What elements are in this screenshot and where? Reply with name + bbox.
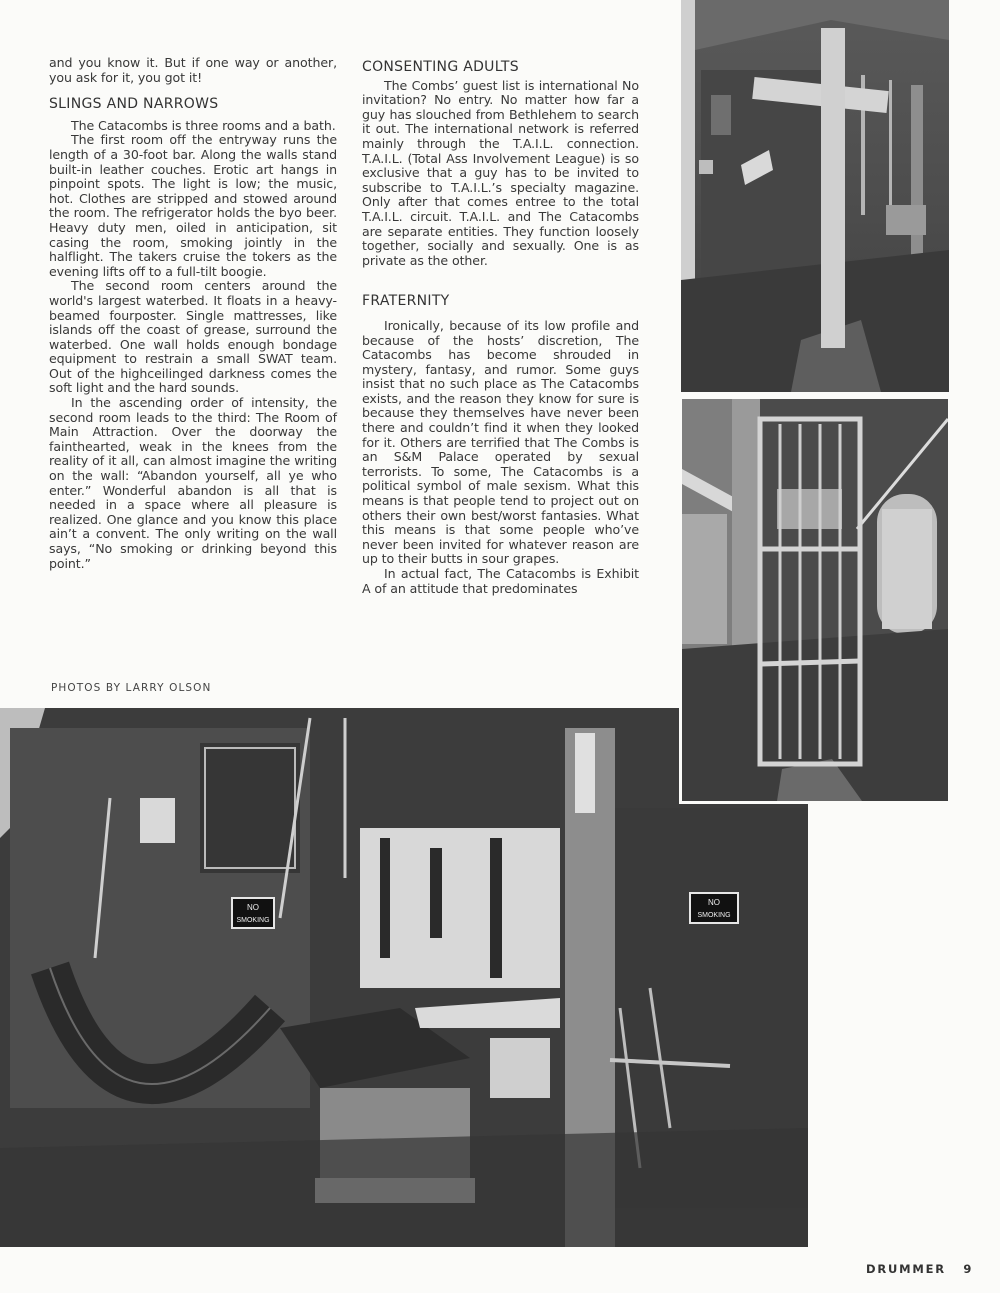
body-paragraph: The Combs’ guest list is international No invitation? No entry. No matter how far a guy has slouched from Bethlehem to search it out. The international network is referred mainly through the T.A.I.L. connection. T.A.I.L. (Total Ass Involvement League) is so exclusive that a guy has to be invited to subscribe to T.A.I.L.’s specialty magazine. Only after that comes entree to the total T.A.I.L. circuit. T.A.I.L. and The Catacombs are separate entities. They function loosely together, socially and sexually. One is as private as the other.: [362, 77, 639, 268]
middle-column: [362, 60, 639, 596]
body-paragraph: In the ascending order of intensity, the second room leads to the third: The Room of Main Attraction. Over the doorway the fainthearted, weak in the knees from the reality of it all, can almost imagine the writing on the wall: “Abandon yourself, all ye who enter.” Wonderful abandon is all that is needed in a space where all pleasure is realized. One glance and you know this place ain’t a convent. The only writing on the wall says, “No smoking or drinking beyond this point.”: [49, 395, 337, 571]
section-heading-slings-and-narrows: SLINGS AND NARROWS: [49, 96, 219, 113]
body-paragraph: In actual fact, The Catacombs is Exhibit A of an attitude that predominates: [362, 566, 639, 596]
photo-cross-illustration: [681, 0, 949, 392]
body-paragraph: Ironically, because of its low profile and because of the hosts’ discretion, The Catacombs has become shrouded in mystery, fantasy, and rumor. Some guys insist that no such place as The Catacombs exists, and the reason they know for sure is because they themselves have never been there and couldn’t find it when they looked for it. Others are terrified that The Combs is an S&M Palace operated by sexual terrorists. To some, The Catacombs is a political symbol of male sexism. What this means is that people tend to project out on others their own best/worst fantasies. What this means is that some people who’ve never been invited for whatever reason are up to their butts in sour grapes.: [362, 317, 639, 567]
body-paragraph: The second room centers around the world's largest waterbed. It floats in a heavy-beamed fourposter. Single mattresses, like islands off the coast of grease, surround the waterbed. One wall holds enough bondage equipment to restrain a small SWAT team. Out of the highceilinged darkness comes the soft light and the hard sounds.: [49, 278, 337, 396]
section-heading-consenting-adults: CONSENTING ADULTS: [362, 59, 519, 75]
no-smoking-sign-right: [690, 893, 738, 923]
left-column: [49, 56, 337, 571]
svg-text:NO: NO: [247, 903, 259, 912]
publication-name: DRUMMER: [866, 1262, 946, 1276]
page-footer: [866, 1262, 973, 1276]
photo-credit: PHOTOS BY LARRY OLSON: [51, 682, 212, 694]
section-heading-fraternity: FRATERNITY: [362, 293, 450, 310]
body-paragraph: The first room off the entryway runs the length of a 30-foot bar. Along the walls stand built-in leather couches. Erotic art hangs in pinpoint spots. The light is low; the music, hot. Clothes are stripped and stowed around the room. The refrigerator holds the byo beer. Heavy duty men, oiled in anticipation, sit casing the room, smoking jointly in the halflight. The takers cruise the tokers as the evening lifts off to a full-tilt boogie.: [49, 132, 337, 279]
svg-text:SMOKING: SMOKING: [236, 917, 270, 924]
svg-text:SMOKING: SMOKING: [697, 912, 731, 919]
svg-text:NO: NO: [708, 898, 720, 907]
page-number: 9: [963, 1262, 974, 1276]
cross-post: [821, 28, 845, 348]
photo-cage: [679, 396, 951, 804]
no-smoking-sign-left: [232, 898, 274, 928]
photo-cross: [681, 0, 949, 392]
photo-cage-illustration: [682, 399, 948, 801]
body-paragraph: The Catacombs is three rooms and a bath.: [71, 117, 336, 133]
lead-paragraph: and you know it. But if one way or another, you ask for it, you got it!: [49, 55, 337, 85]
